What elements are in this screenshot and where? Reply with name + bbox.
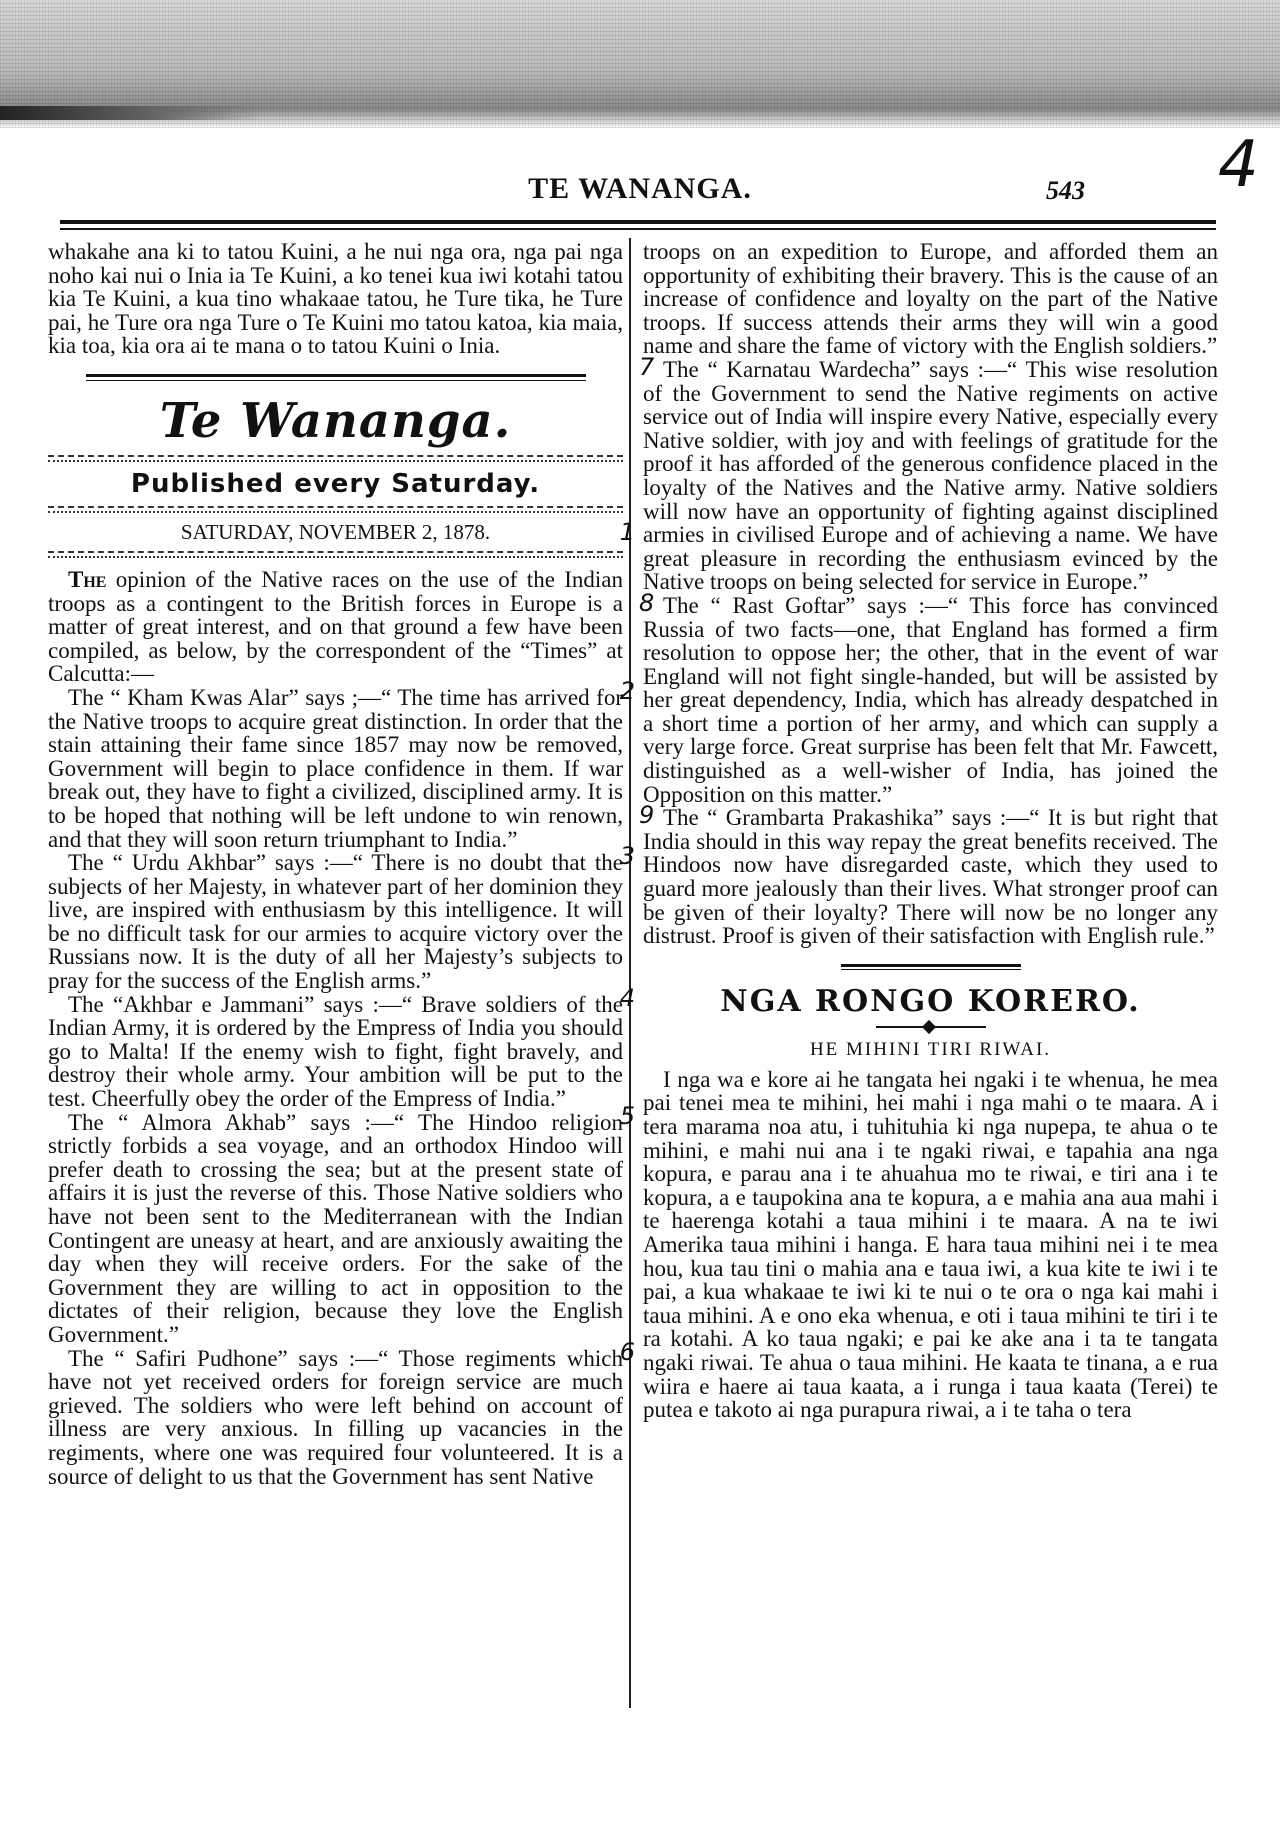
header-rule (60, 220, 1216, 224)
page-number: 543 (1046, 176, 1085, 205)
article-paragraph (48, 676, 635, 852)
paragraph-text: The “ Grambarta Prakashika” says :—“ It is but right that India should in this way repay the great benefits received. The Hindoos now have disregarded caste, which they used to guard more jealously than their lives. What stronger proof can be given of their loyalty? There will now be no longer any distrust. Proof is given of their satisfaction with English rule.” (643, 805, 1218, 949)
paragraph-text: The “ Rast Goftar” says :—“ This force has convinced Russia of two facts—one, that England has formed a firm resolution to oppose her; the other, that in the event of war England will not fight single-handed, but will be assisted by her great dependency, India, which has already despatched in a short time a portion of her army, and which can supply a very large force. Great surprise has been felt that Mr. Fawcett, distinguished as a well-wisher of India, has joined the Opposition on this matter.” (643, 592, 1218, 807)
issue-date-text: SATURDAY, NOVEMBER 2, 1878. (180, 519, 491, 544)
paragraph-text: The “ Safiri Pudhone” says :—“ Those regiments which have not yet received orders for foreign service are much grieved. The soldiers who were left behind on account of illness are very anxious. In filling up vacancies in the regiments, where one was required four volunteered. It is a source of delight to us that the Government has sent Native (48, 1345, 623, 1489)
ornamental-rule (48, 551, 623, 558)
scan-edge-noise (0, 0, 1280, 128)
paragraph-text: opinion of the Native races on the use of the Indian troops as a contingent to the British forces in Europe is a matter of great interest, and on that ground a few have been compiled, as below, by the correspondent of the “Times” at Calcutta:— (48, 566, 623, 687)
article-paragraph (639, 801, 1218, 949)
paragraph-text: The “ Urdu Akhbar” says :—“ There is no doubt that the subjects of her Majesty, in whatever part of her dominion they live, are inspired with enthusiasm by this intelligence. It will be no difficult task for our armies to acquire victory over the Russians now. It is the duty of all her Majesty’s subjects to pray for the success of the English arms.” (48, 850, 623, 994)
article-paragraph (48, 568, 623, 686)
handwritten-mark: 7 (639, 352, 655, 381)
handwritten-mark: 2 (619, 676, 635, 705)
left-column (48, 239, 635, 1489)
header-rule-thin (60, 228, 1216, 230)
article-paragraph (639, 352, 1218, 595)
section-title: NGA RONGO KORERO. (720, 983, 1141, 1019)
issue-date (48, 517, 635, 547)
paragraph-text: The “ Almora Akhab” says :—“ The Hindoo religion strictly forbids a sea voyage, and an orthodox Hindoo will prefer death to crossing the sea; but at the present state of affairs it is just the reverse of this. Those Native soldiers who have not been sent to the Mediterranean with the Indian Contingent are uneasy at heart, and are anxiously awaiting the day when they will receive orders. For the sake of the Government they are willing to act in opposition to the dictates of their religion, because they love the English Government.” (48, 1109, 623, 1347)
publication-notice: Published every Saturday. (130, 468, 541, 499)
handwritten-mark: 3 (619, 842, 635, 871)
article-paragraph (48, 1101, 635, 1347)
handwritten-mark: 5 (619, 1101, 635, 1130)
ornamental-rule (48, 506, 623, 513)
paragraph-text: The “ Kham Kwas Alar” says ;—“ The time has arrived for the Native troops to acquire great distinction. In order that the stain attaining their fame since 1857 may now be removed, Government will begin to place confidence in them. If war break out, they have to fight a civilized, disciplined army. It is to be hoped that nothing will be left undone to win renown, and that they will soon return triumphant to India.” (48, 684, 623, 852)
article-paragraph: I nga wa e kore ai he tangata hei ngaki i te whenua, he mea pai tenei mea te mihini, hei mahi i nga mahi o te maara. A i tera marama noa atu, i tuhituhia ki nga nupepa, te ahua o te mihini, e mahi nui ana i te ngaki riwai, e tapahia ana nga kopura, e parau ana i te ahuahua mo te riwai, e tiri ana i te kopura, a e taupokina ana te kopura, a e mahia ana aua mahi i te haerenga kotahi a taua mihini i te maara. A na te iwi Amerika taua mihini i hanga. E hara taua mihini nei i te mea hou, kua tau tini o mahia ana e taua iwi, a kua kite te iwi i te pai, a kua whakaae te iwi ki te nui o te ora o nga kai mahi i taua mihini. A e ono eka whenua, e oti i taua mihini te tiri i te ra kotahi. A ko taua ngaki; e pai ke ake ana i ta te tangata ngaki riwai. Te ahua o taua mihini. He kaata te tinana, a e rua wiira e haere ai taua kaata, a i runga i taua kaata (Terei) te putea e takoto ai nga purapura riwai, a i te taha o tera (643, 1066, 1218, 1423)
handwritten-mark: 6 (619, 1337, 635, 1366)
paragraph-text: The “Akhbar e Jammani” says :—“ Brave soldiers of the Indian Army, it is ordered by the Empress of India you should go to Malta! If the enemy wish to fight, fight bravely, and destroy their whole army. Your ambition will be put to the test. Cheerfully obey the order of the Empress of India.” (48, 991, 623, 1112)
handwritten-mark: 8 (639, 588, 655, 617)
paragraph-text: The “ Karnatau Wardecha” says :—“ This wise resolution of the Government to send the Native regiments on active service out of India will inspire every Native, especially every Native soldier, with joy and with feelings of gratitude for the proof it has afforded of the generous confidence placed in the loyalty of the Natives and the Native army. Native soldiers will now have an opportunity of fighting against disciplined armies in civilised Europe and of achieving a name. We have great pleasure in recording the enthusiasm evinced by the Native troops on being selected for service in Europe.” (643, 356, 1218, 595)
lead-word: The (68, 566, 107, 592)
ornamental-rule (48, 455, 623, 462)
ornament-divider (876, 1026, 986, 1028)
running-title: TE WANANGA. (528, 172, 752, 205)
column-divider (629, 238, 631, 1708)
article-paragraph (48, 983, 635, 1112)
article-paragraph (639, 588, 1218, 807)
continuation-paragraph: whakahe ana ki to tatou Kuini, a he nui nga ora, nga pai nga noho kai nui o Inia ia Te Kuini, a ko tenei kua iwi kotahi tatou kia Te Kuini, a kua tino whakaae tatou, he Ture tika, he Ture pai, he Ture ora nga Ture o Te Kuini mo tatou katoa, kia maia, kia toa, kia ora ai te mana o to tatou Kuini o Inia. (48, 239, 623, 359)
section-rule (841, 964, 1021, 970)
article-title: HE MIHINI TIRI RIWAI. (809, 1038, 1052, 1060)
handwritten-folio-number: 4 (1218, 128, 1259, 202)
article-paragraph (48, 842, 635, 994)
handwritten-mark: 1 (619, 517, 635, 546)
double-rule (86, 374, 586, 381)
article-paragraph (48, 1337, 635, 1489)
handwritten-mark: 9 (639, 801, 655, 830)
handwritten-mark: 4 (619, 983, 635, 1012)
right-column (639, 239, 1218, 1423)
article-paragraph: troops on an expedition to Europe, and afforded them an opportunity of exhibiting their bravery. This is the cause of an increase of confidence and loyalty on the part of the Native troops. If success attends their arms they will win a good name and share the fame of victory with the English soldiers.” (643, 239, 1218, 359)
masthead: Te Wananga. (159, 392, 512, 449)
